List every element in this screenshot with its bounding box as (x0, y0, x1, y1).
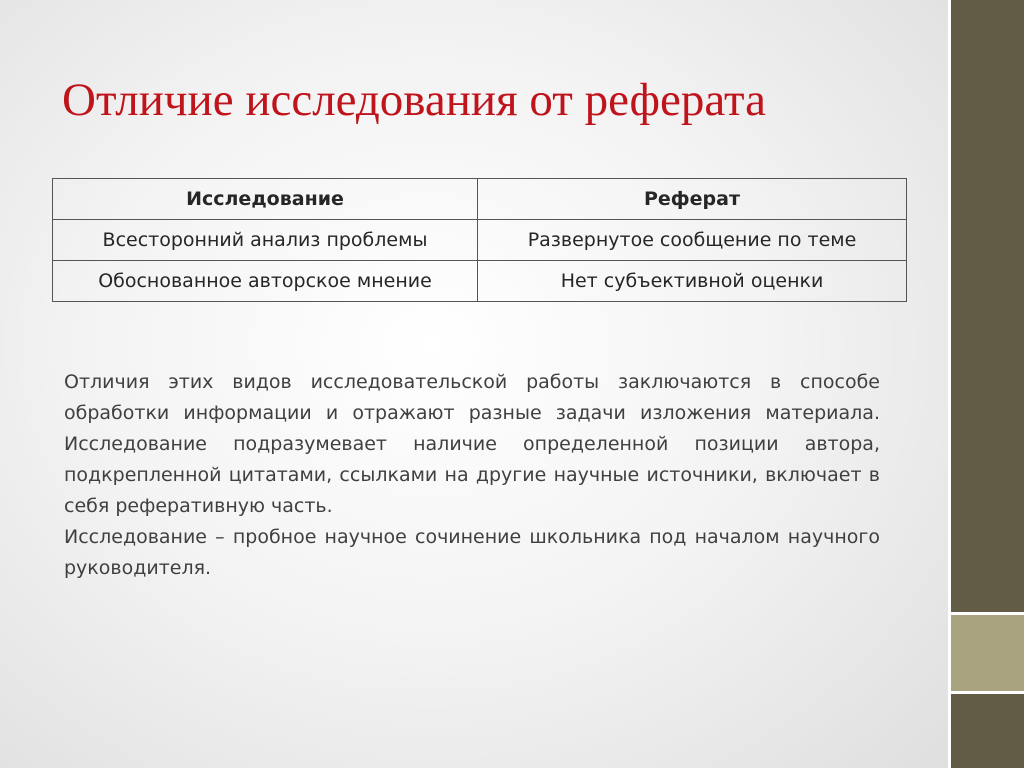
side-accent-block (951, 615, 1024, 691)
table-cell: Обоснованное авторское мнение (53, 261, 478, 302)
table-header-row (53, 179, 907, 220)
table-row (53, 261, 907, 302)
header-essay: Реферат (478, 179, 907, 220)
table-row (53, 220, 907, 261)
slide-title: Отличие исследования от реферата (62, 74, 766, 126)
table-cell: Нет субъективной оценки (478, 261, 907, 302)
header-research: Исследование (53, 179, 478, 220)
body-text (64, 367, 880, 584)
table-cell: Развернутое сообщение по теме (478, 220, 907, 261)
side-accent-divider-bottom (951, 691, 1024, 694)
paragraph: Исследование – пробное научное сочинение школьника под началом научного руководителя. (64, 526, 880, 579)
comparison-table (52, 178, 907, 302)
paragraph: Отличия этих видов исследовательской работы заключаются в способе обработки информации и отражают разные задачи изложения материала. Исследование подразумевает наличие определенной позиции автора, подкрепленной цитатами, ссылками на другие научные источники, включает в себя реферативную часть. (64, 371, 880, 517)
table-cell: Всесторонний анализ проблемы (53, 220, 478, 261)
